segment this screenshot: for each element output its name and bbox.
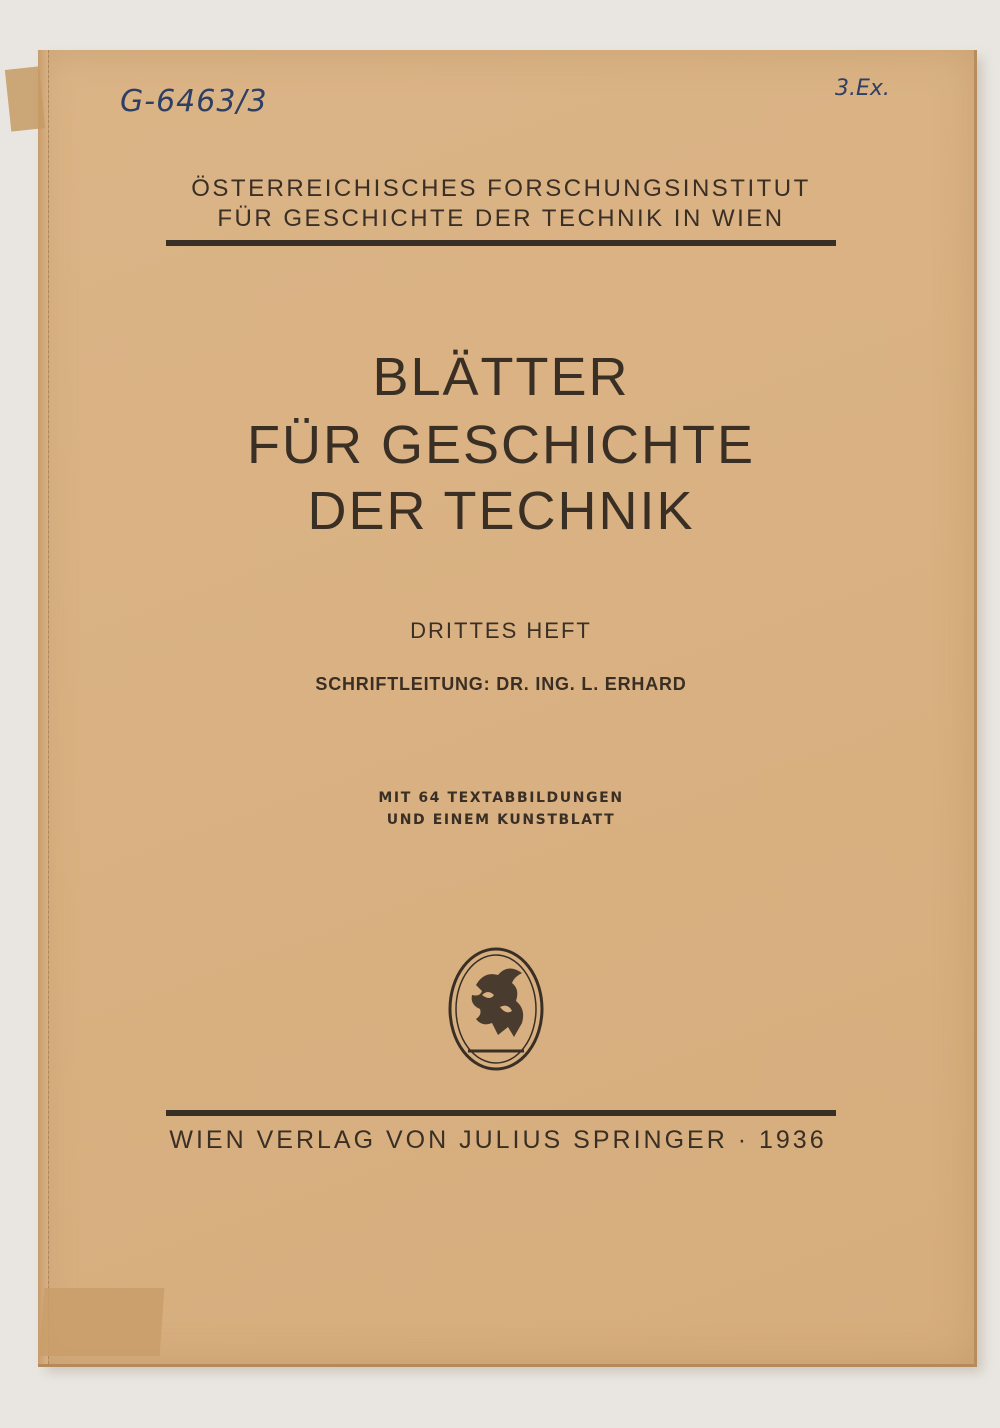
- tape-fragment-top: [5, 66, 45, 131]
- publisher-emblem-icon: [446, 945, 546, 1073]
- title-line-2: FÜR GESCHICHTE: [246, 415, 755, 475]
- book-cover: [38, 50, 977, 1367]
- spine-edge: [38, 50, 49, 1364]
- library-label-patch: [40, 1288, 165, 1356]
- title-line-3: DER TECHNIK: [307, 481, 695, 541]
- issue-label: DRITTES HEFT: [410, 618, 592, 643]
- editor-line: SCHRIFTLEITUNG: DR. ING. L. ERHARD: [315, 674, 687, 694]
- institute-line-2: FÜR GESCHICHTE DER TECHNIK IN WIEN: [217, 205, 785, 232]
- handwritten-volume-note: 3.Ex.: [835, 76, 890, 101]
- illustrations-line-2: UND EINEM KUNSTBLATT: [386, 812, 616, 828]
- title-line-1: BLÄTTER: [372, 347, 630, 407]
- handwritten-call-number: G-6463/3: [120, 84, 268, 119]
- top-rule: [166, 240, 836, 246]
- illustrations-line-1: MIT 64 TEXTABBILDUNGEN: [378, 790, 624, 806]
- publisher-line: WIEN VERLAG VON JULIUS SPRINGER · 1936: [169, 1126, 827, 1154]
- bottom-rule: [166, 1110, 836, 1116]
- institute-line-1: ÖSTERREICHISCHES FORSCHUNGSINSTITUT: [191, 175, 811, 202]
